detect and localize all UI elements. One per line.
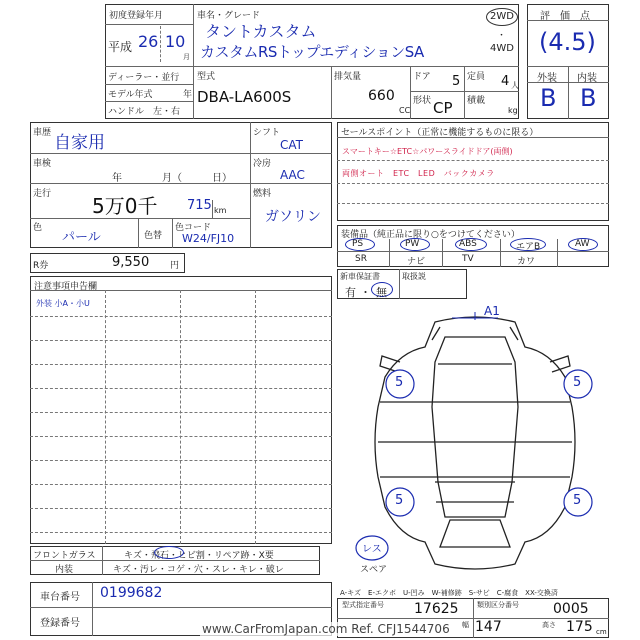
divider xyxy=(500,239,501,267)
divider xyxy=(337,251,609,252)
front-glass-label: フロントガラス xyxy=(33,551,96,561)
cc-unit: CC xyxy=(399,106,411,115)
notes-row-line xyxy=(30,484,332,485)
dealer-label: ディーラー・並行 xyxy=(108,73,180,83)
ac-label: 冷房 xyxy=(253,159,272,169)
doors: 5 xyxy=(452,74,461,89)
car-name: タントカスタム xyxy=(205,22,317,41)
notes-row-line xyxy=(30,508,332,509)
height-label: 高さ xyxy=(542,621,556,629)
divider xyxy=(172,218,173,248)
era: 平成 xyxy=(108,40,133,54)
notes-row-line xyxy=(30,316,332,317)
equip-aw: AW xyxy=(575,239,590,249)
equip-sr: SR xyxy=(355,254,367,264)
divider xyxy=(410,91,519,92)
usage-label: 車歴 xyxy=(33,128,52,138)
shape: CP xyxy=(433,99,453,117)
warranty-no: 無 xyxy=(376,286,387,299)
divider xyxy=(331,66,332,119)
mileage-sub: 715 xyxy=(187,198,212,213)
divider xyxy=(102,546,103,575)
exterior-score: B xyxy=(540,84,557,112)
divider xyxy=(337,203,609,204)
color-code: W24/FJ10 xyxy=(182,232,235,245)
load-label: 積載 xyxy=(467,96,486,106)
interior-label: 内装 xyxy=(55,565,74,575)
handle-label: ハンドル 左・右 xyxy=(108,107,181,117)
divider xyxy=(30,607,332,608)
model-code-label: 型式指定番号 xyxy=(342,601,384,609)
equip-airbag: エアB xyxy=(516,242,541,252)
front-glass-options: キズ・飛石・ヒビ割・リペア跡・X要 xyxy=(124,551,274,561)
class-code-label: 類別区分番号 xyxy=(477,601,519,609)
warranty-yes: 有 xyxy=(345,286,356,299)
month-unit: 月 xyxy=(183,53,190,61)
divider xyxy=(30,153,332,154)
divider xyxy=(138,218,139,248)
displacement-label: 排気量 xyxy=(334,72,362,82)
reg-month: 10 xyxy=(165,32,186,51)
notes-row-line xyxy=(30,460,332,461)
front-glass-circle xyxy=(154,546,184,559)
divider xyxy=(557,239,558,267)
drive-2wd: 2WD xyxy=(490,11,514,22)
tire-rr: 5 xyxy=(573,493,582,508)
selling-label: セールスポイント（正常に機能するものに限る） xyxy=(341,128,539,138)
shift-label: シフト xyxy=(253,128,281,138)
equip-ps: PS xyxy=(352,239,364,249)
year-unit: 年 xyxy=(183,90,193,100)
ac: AAC xyxy=(280,168,305,182)
shaken-text: 年 月（ 日） xyxy=(112,173,232,184)
manual-label: 取扱説 xyxy=(402,272,426,281)
selling-line-2: 両側オート ETC LED バックカメラ xyxy=(342,169,495,178)
tire-fl: 5 xyxy=(395,375,404,390)
divider xyxy=(105,66,519,67)
notes-row-line xyxy=(30,340,332,341)
score-label: 評 価 点 xyxy=(540,11,590,22)
divider xyxy=(399,269,400,299)
chassis-number: 0199682 xyxy=(100,585,163,601)
color: パール xyxy=(62,230,101,245)
model-year-label: モデル年式 xyxy=(108,90,153,100)
recycle: 9,550 xyxy=(112,255,150,270)
displacement: 660 xyxy=(368,88,395,104)
shaken-label: 車検 xyxy=(33,159,52,169)
divider xyxy=(337,183,609,184)
model-type-label: 型式 xyxy=(197,72,216,82)
divider xyxy=(464,66,465,119)
notes-label: 注意事項申告欄 xyxy=(34,282,98,292)
equipment-label: 装備品（純正品に限り○をつけてください） xyxy=(341,230,520,240)
class-code: 0005 xyxy=(553,601,589,617)
shift: CAT xyxy=(280,138,303,152)
damage-legend: A-キズ E-エクボ U-凹み W-補修跡 S-サビ C-腐食 XX-交換済 xyxy=(340,589,558,597)
mileage: 5万0千 xyxy=(92,194,158,218)
cm-unit: cm xyxy=(596,628,607,636)
model-code: 17625 xyxy=(414,601,459,617)
front-damage-mark: A1 xyxy=(484,304,500,318)
usage: 自家用 xyxy=(54,133,105,153)
divider xyxy=(442,239,443,267)
notes-row-line xyxy=(30,364,332,365)
capacity: 4 xyxy=(501,74,510,89)
divider xyxy=(212,200,213,218)
notes-column-line xyxy=(180,290,181,544)
divider xyxy=(160,26,161,62)
divider xyxy=(568,66,569,119)
divider xyxy=(105,101,193,102)
divider xyxy=(105,84,193,85)
height-value: 175 xyxy=(566,619,593,635)
notes-row-line xyxy=(30,388,332,389)
equip-leather: カワ xyxy=(517,257,536,267)
notes-row-line xyxy=(30,436,332,437)
recycle-label: R券 xyxy=(33,261,49,271)
new-warranty-label: 新車保証書 xyxy=(340,272,380,281)
divider xyxy=(92,582,93,636)
kg-unit: kg xyxy=(508,106,518,115)
color-change-label: 色替 xyxy=(144,231,163,241)
divider xyxy=(250,122,251,248)
divider xyxy=(193,4,194,119)
width-value: 147 xyxy=(475,619,502,635)
tire-rl: 5 xyxy=(395,493,404,508)
reg-number-label: 登録番号 xyxy=(40,618,80,629)
mileage-label: 走行 xyxy=(33,189,52,199)
fuel: ガソリン xyxy=(265,209,321,225)
notes-row-line xyxy=(30,412,332,413)
car-body-outline xyxy=(375,317,575,569)
divider xyxy=(389,239,390,267)
divider xyxy=(105,24,193,25)
divider xyxy=(337,160,609,161)
capacity-label: 定員 xyxy=(467,72,486,82)
watermark: www.CarFromJapan.com Ref. CFJ1544706 xyxy=(202,622,450,636)
equip-navi: ナビ xyxy=(407,257,426,267)
shape-label: 形状 xyxy=(413,96,432,106)
first-reg-label: 初度登録年月 xyxy=(109,11,164,21)
drive-4wd: 4WD xyxy=(490,43,514,54)
model-type: DBA-LA600S xyxy=(197,88,292,106)
equip-abs: ABS xyxy=(459,239,477,249)
exterior-label: 外装 xyxy=(537,73,557,84)
spare-label: スペア xyxy=(360,565,388,575)
car-grade: カスタムRSトップエディションSA xyxy=(200,43,424,61)
color-label: 色 xyxy=(33,223,43,233)
km-unit: km xyxy=(214,206,227,215)
selling-line-1: スマートキー☆ETC☆パワースライドドア(両側) xyxy=(342,147,513,156)
reg-year: 26 xyxy=(138,32,159,51)
interior-label: 内装 xyxy=(577,73,597,84)
yen-unit: 円 xyxy=(170,261,180,271)
drive-dot: ・ xyxy=(497,31,507,41)
recycle-box xyxy=(30,253,185,273)
tire-fr: 5 xyxy=(573,375,582,390)
divider xyxy=(473,598,474,638)
equip-pw: PW xyxy=(405,239,420,249)
warranty-dot: ・ xyxy=(360,286,371,299)
doors-label: ドア xyxy=(413,72,431,82)
fuel-label: 燃料 xyxy=(253,189,272,199)
interior-options: キズ・汚レ・コゲ・穴・スレ・キレ・破レ xyxy=(113,565,284,575)
notes-column-line xyxy=(105,290,106,544)
score-value: (4.5) xyxy=(539,28,596,56)
color-code-label: 色コード xyxy=(175,223,212,233)
equip-tv: TV xyxy=(462,254,474,264)
spare-mark: レス xyxy=(362,544,382,555)
notes-line-1: 外装 小A・小U xyxy=(36,299,90,308)
car-name-label: 車名・グレード xyxy=(197,11,261,21)
chassis-label: 車台番号 xyxy=(40,592,80,603)
person-unit: 人 xyxy=(511,81,519,90)
notes-column-line xyxy=(255,290,256,544)
width-label: 幅 xyxy=(462,621,469,629)
interior-score: B xyxy=(580,84,597,112)
notes-row-line xyxy=(30,532,332,533)
